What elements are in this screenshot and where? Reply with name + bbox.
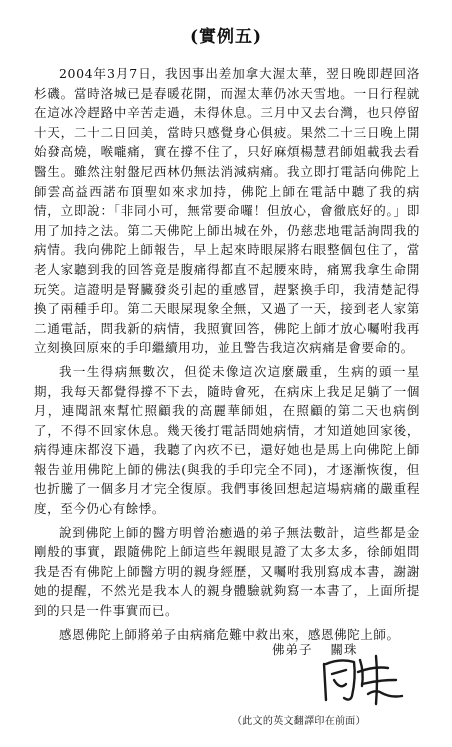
signoff-label: 佛弟子 <box>272 642 313 657</box>
signoff-name: 關珠 <box>330 642 358 657</box>
handwritten-signature <box>318 650 406 708</box>
testimony-body <box>34 64 420 648</box>
paragraph-3: 說到佛陀上師的醫方明曾治癒過的弟子無法數計，這些都是金剛般的事實，跟隨佛陀上師這些年親眼見證了太多太多，徐師姐問我是否有佛陀上師醫方明的親身經歷，又囑咐我別寫成本書，謝謝她的提醒，不然光是我本人的親身體驗就夠寫一本書了，上面所提到的只是一件事實而已。 <box>34 524 420 619</box>
paragraph-4: 感恩佛陀上師將弟子由病痛危難中救出來，感恩佛陀上師。 <box>59 626 400 642</box>
paragraph-1: 2004年3月7日，我因事出差加拿大渥太華，翌日晚即趕回洛杉磯。當時洛城已是春暖花開，而渥太華仍冰天雪地。一日行程就在這冰冷趕路中辛苦走過，未得休息。三月中又去台灣，也只停留十天，二十二日回美，當時只感覺身心俱疲。果然二十三日晚上開始發高燒，喉嚨痛，實在撐不住了，只好麻煩楊慧君師姐載我去看醫生。雖然注射盤尼西林仍無法消減病痛。我立即打電話向佛陀上師雲高益西諾布頂聖如來求加持，佛陀上師在電話中聽了我的病情，立即說：「非同小可，無常要命囉！但放心，會徹底好的。」即用了加持之法。第二天佛陀上師出城在外，仍慈悲地電話詢問我的病情。我向佛陀上師報告，早上起來時眼屎將右眼整個包住了，當老人家聽到我的回答竟是腹痛得都直不起腰來時，痛罵我拿生命開玩笑。這證明是腎臟發炎引起的重感冒，趕緊換手印，我清楚記得換了兩種手印。第二天眼屎現象全無，又過了一天，接到老人家第二通電話，問我新的病情，我照實回答，佛陀上師才放心囑咐我再立刻換回原來的手印繼續用功，並且警告我這次病痛是會要命的。 <box>34 66 420 356</box>
page-title: (實例五) <box>189 27 263 47</box>
translation-footnote: （此文的英文翻譯印在前面） <box>232 716 366 727</box>
paragraph-2: 我一生得病無數次，但從未像這次這麼嚴重，生病的頭一星期，我每天都覺得撐不下去，隨時會死，在病床上我足足躺了一個月，連聞訊來幫忙照顧我的高麗華師姐，在照顧的第二天也病倒了，不得不回家休息。幾天後打電話問她病情，才知道她回家後，病得連床都沒下過，我聽了內疚不已，還好她也是馬上向佛陀上師報告並用佛陀上師的佛法(與我的手印完全不同)，才逐漸恢復，但也折騰了一個多月才完全復原。我們事後回想起這場病痛的嚴重程度，至今仍心有餘悸。 <box>34 363 420 517</box>
